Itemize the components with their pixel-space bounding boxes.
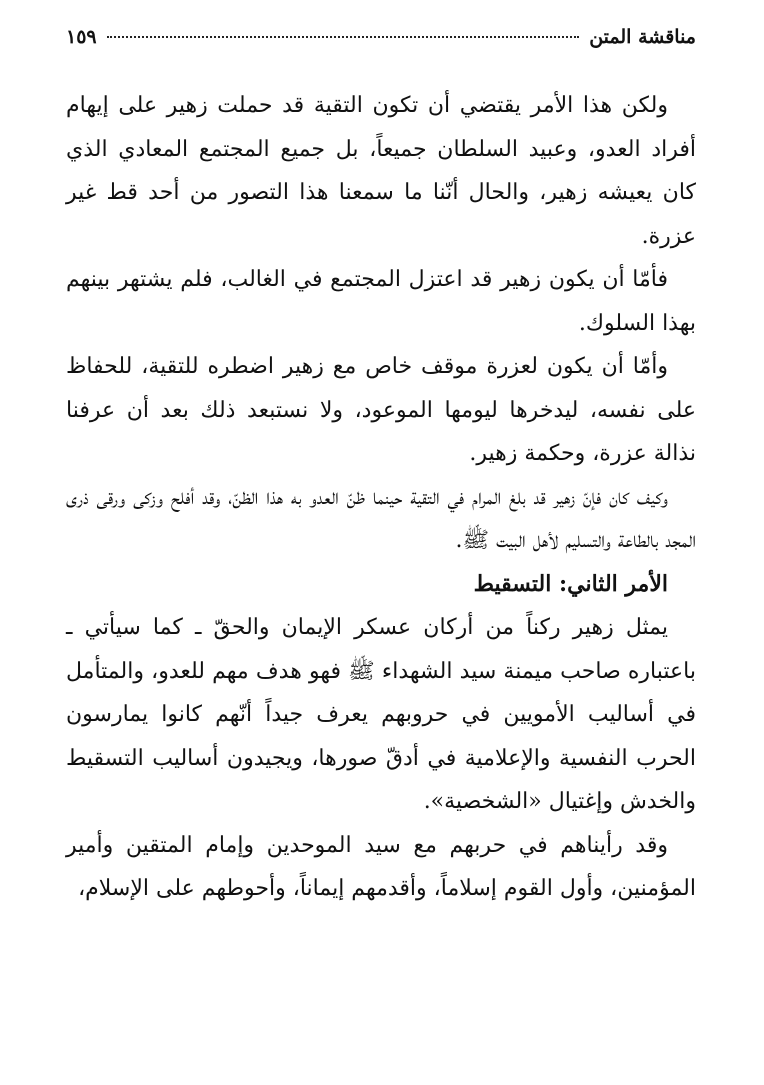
leader-dots (107, 36, 580, 38)
paragraph: فأمّا أن يكون زهير قد اعتزل المجتمع في الغالب، فلم يشتهر بينهم بهذا السلوك. (66, 267, 696, 336)
section-heading: الأمر الثاني: التسقيط (473, 570, 668, 597)
paragraph: وقد رأيناهم في حربهم مع سيد الموحدين وإمام المتقين وأمير المؤمنين، وأول القوم إسلاماً، وأقدمهم إيماناً، وأحوطهم على الإسلام، (66, 832, 696, 901)
paragraph: ولكن هذا الأمر يقتضي أن تكون التقية قد حملت زهير على إيهام أفراد العدو، وعبيد السلطان جميعاً، بل جميع المجتمع المعادي الذي كان يعيشه زهير، والحال أنّنا ما سمعنا هذا التصور من أحد قط غير عزرة. (66, 93, 696, 249)
page-header (66, 26, 696, 56)
paragraph: وأمّا أن يكون لعزرة موقف خاص مع زهير اضطره للتقية، للحفاظ على نفسه، ليدخرها ليومها الموعود، ولا نستبعد ذلك بعد أن عرفنا نذالة عزرة، وحكمة زهير. (66, 354, 696, 466)
paragraph: وكيف كان فإنّ زهير قد بلغ المرام في التقية حينما ظنّ العدو به هذا الظنّ، وقد أفلح وزكى ورقى ذرى المجد بالطاعة والتسليم لأهل البيت ﷺ. (66, 484, 696, 553)
paragraph: يمثل زهير ركناً من أركان عسكر الإيمان والحقّ ـ كما سيأتي ـ باعتباره صاحب ميمنة سيد الشهداء ﷺ فهو هدف مهم للعدو، والمتأمل في أساليب الأمويين في حروبهم يعرف جيداً أنّهم كانوا يمارسون الحرب النفسية والإعلامية في أدقّ صورها، ويجيدون أساليب التسقيط والخدش وإغتيال «الشخصية». (66, 615, 696, 814)
page-body (66, 84, 696, 911)
page-number: ١٥٩ (66, 26, 97, 48)
running-title: مناقشة المتن (589, 26, 696, 48)
